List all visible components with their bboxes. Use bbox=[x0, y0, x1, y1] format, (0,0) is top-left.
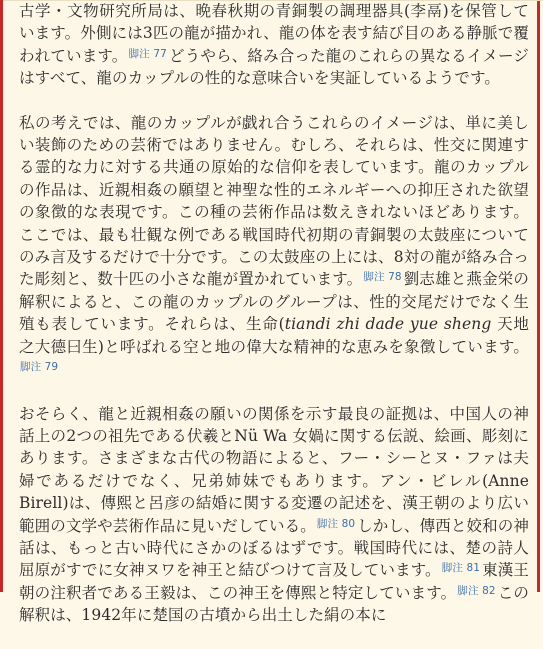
paragraph-text: 東漢王朝の注釈者である王毅は、この神王を傳熙と特定しています。 bbox=[19, 561, 529, 602]
text-column bbox=[19, 0, 529, 649]
paragraph-text: 古学・文物研究所局は、晩春秋期の青銅製の調理器具(李鬲)を保管しています。外側には3匹の龍が描かれ、龍の体を表す結び目のある静脈で覆われています。 bbox=[19, 2, 529, 65]
footnote-link[interactable]: 脚注 80 bbox=[316, 517, 356, 530]
footnote-link[interactable]: 脚注 79 bbox=[20, 361, 59, 374]
romanized-term: tiandi zhi dade yue sheng bbox=[284, 315, 492, 334]
paragraph-text: この解釈は、1942年に楚国の古墳から出土した絹の本に bbox=[19, 583, 530, 625]
paragraph bbox=[19, 403, 529, 627]
paragraph-text: 劉志雄と燕金栄の解釈によると、この龍のカップルのグループは、性的交尾だけでなく生殖も表しています。それらは、生命( bbox=[19, 270, 529, 334]
paragraph bbox=[19, 0, 529, 90]
paragraph bbox=[19, 112, 529, 381]
paragraph-text: しかし、傳西と姣和の神話は、もっと古い時代にさかのぼるはずです。戦国時代には、楚の詩人屈原がすでに女神ヌワを神王と結びつけて言及しています。 bbox=[19, 516, 530, 580]
footnote-link[interactable]: 脚注 81 bbox=[441, 562, 481, 575]
footnote-link[interactable]: 脚注 77 bbox=[128, 47, 167, 60]
footnote-link[interactable]: 脚注 82 bbox=[457, 584, 496, 597]
paragraph-text: どうやら、絡み合った龍のこれらの異なるイメージはすべて、龍のカップルの性的な意味合いを実証しているようです。 bbox=[19, 46, 530, 88]
paragraph-text: 私の考えでは、龍のカップルが戯れ合うこれらのイメージは、単に美しい装飾のための芸術ではありません。むしろ、それらは、性交に関連する霊的な力に対する共通の原始的な信仰を表しています。龍のカップルの作品は、近親相姦の願望と神聖な性的エネルギーへの抑圧された欲望の象徴的な表現です。この種の芸術作品は数えきれないほどあります。ここでは、最も壮観な例である戦国時代初期の青銅製の太鼓座についてのみ言及するだけで十分です。この太鼓座の上には、8対の龍が絡み合った彫刻と、数十匹の小さな龍が置かれています。 bbox=[19, 113, 529, 289]
paragraph-text: おそらく、龍と近親相姦の願いの関係を示す最良の証拠は、中国人の神話上の2つの祖先である伏羲とNü Wa 女媧に関する伝説、絵画、彫刻にあります。さまざまな古代の物語によると、フー・シーとヌ・ファは夫婦であるだけでなく、兄弟姉妹でもあります。アン・ビレル(Anne Birell)は、傳熙と呂彦の結婚に関する変遷の記述を、漢王朝のより広い範囲の文学や芸術作品に見いだしている。 bbox=[19, 404, 529, 535]
footnote-link[interactable]: 脚注 78 bbox=[363, 271, 402, 284]
paragraph-text: 天地之大德曰生)と呼ばれる空と地の偉大な精神的な恵みを象徴しています。 bbox=[19, 315, 529, 356]
